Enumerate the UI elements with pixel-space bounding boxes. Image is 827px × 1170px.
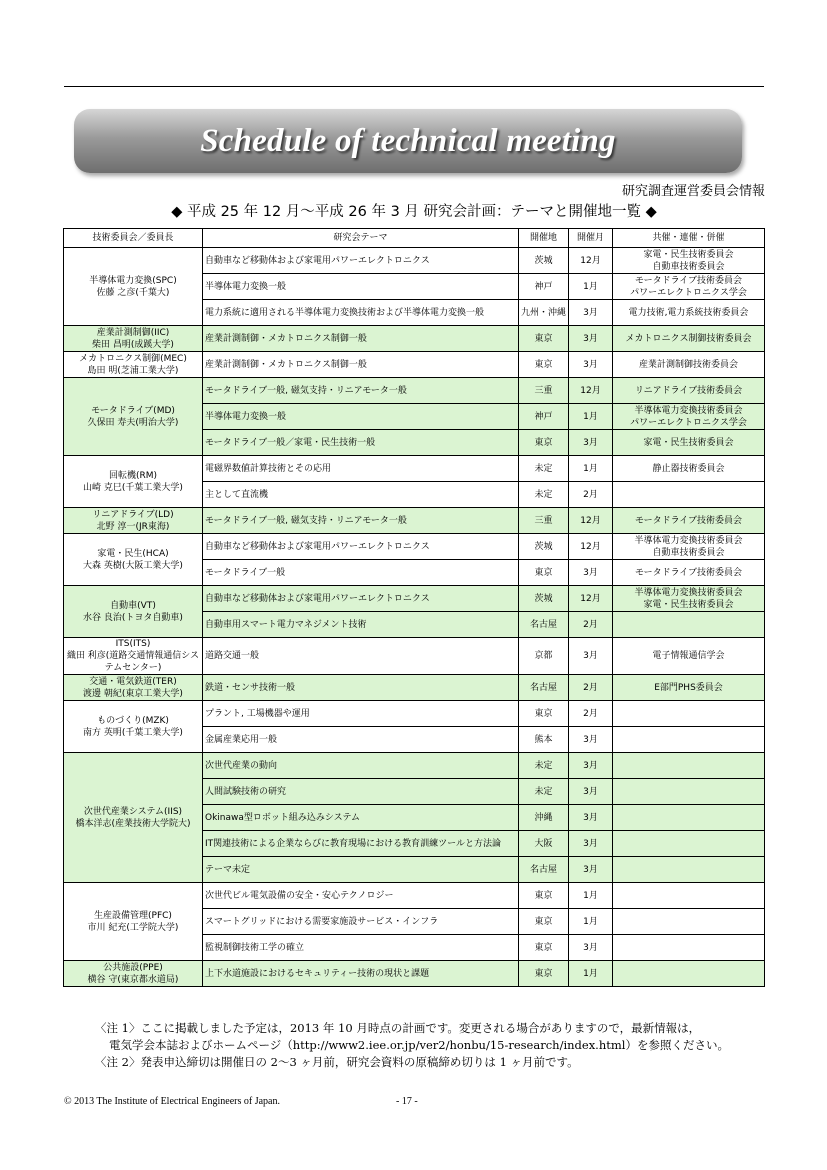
- table-row: [64, 961, 765, 987]
- place-cell: 名古屋: [519, 857, 569, 883]
- place-cell: 名古屋: [519, 612, 569, 638]
- committee-name: 生産設備管理(PFC): [94, 910, 172, 921]
- theme-cell: 次世代ビル電気設備の安全・安心テクノロジー: [203, 883, 519, 909]
- joint-cell: [613, 482, 765, 508]
- committee-chair: 山崎 克巳(千葉工業大学): [83, 482, 183, 493]
- committee-name: 産業計測制御(IIC): [96, 327, 170, 338]
- place-cell: 東京: [519, 701, 569, 727]
- committee-cell: [64, 378, 203, 456]
- joint-cell: 家電・民生技術委員会: [613, 430, 765, 456]
- joint-cell: [613, 727, 765, 753]
- month-cell: 12月: [569, 534, 613, 560]
- theme-cell: 鉄道・センサ技術一般: [203, 675, 519, 701]
- month-cell: 2月: [569, 701, 613, 727]
- month-cell: 1月: [569, 909, 613, 935]
- joint-cell: 産業計測制御技術委員会: [613, 352, 765, 378]
- month-cell: 3月: [569, 753, 613, 779]
- note-1-line-2: 電気学会本誌およびホームページ（http://www2.iee.or.jp/ver2/honbu/15-research/index.html）を参照ください。: [109, 1038, 729, 1052]
- table-row: [64, 586, 765, 612]
- copyright: © 2013 The Institute of Electrical Engineers of Japan.: [64, 1096, 280, 1107]
- committee-chair: 水谷 良治(トヨタ自動車): [83, 612, 183, 623]
- header-joint: 共催・連催・併催: [613, 229, 765, 248]
- theme-cell: テーマ未定: [203, 857, 519, 883]
- theme-cell: Okinawa型ロボット組み込みシステム: [203, 805, 519, 831]
- committee-chair: 渡邊 朝紀(東京工業大学): [83, 688, 183, 699]
- title-banner: [74, 109, 742, 173]
- header-committee: 技術委員会／委員長: [64, 229, 203, 248]
- committee-name: ITS(ITS): [115, 639, 151, 649]
- committee-name: ものづくり(MZK): [97, 715, 169, 726]
- committee-cell: [64, 638, 203, 675]
- place-cell: 三重: [519, 378, 569, 404]
- joint-cell: [613, 961, 765, 987]
- committee-name: メカトロニクス制御(MEC): [79, 353, 187, 364]
- header-theme: 研究会テーマ: [203, 229, 519, 248]
- committee-chair: 北野 淳一(JR東海): [96, 521, 170, 532]
- place-cell: 東京: [519, 560, 569, 586]
- theme-cell: 金属産業応用一般: [203, 727, 519, 753]
- table-row: [64, 675, 765, 701]
- committee-cell: [64, 248, 203, 326]
- joint-cell: 半導体電力変換技術委員会 家電・民生技術委員会: [613, 586, 765, 612]
- page-number: - 17 -: [396, 1096, 418, 1107]
- place-cell: 名古屋: [519, 675, 569, 701]
- place-cell: 東京: [519, 352, 569, 378]
- month-cell: 3月: [569, 727, 613, 753]
- joint-cell: [613, 779, 765, 805]
- committee-chair: 南方 英明(千葉工業大学): [83, 727, 183, 738]
- committee-name: 半導体電力変換(SPC): [89, 275, 177, 286]
- place-cell: 東京: [519, 326, 569, 352]
- joint-cell: [613, 831, 765, 857]
- theme-cell: 電力系統に適用される半導体電力変換技術および半導体電力変換一般: [203, 300, 519, 326]
- joint-cell: [613, 935, 765, 961]
- theme-cell: IT関連技術による企業ならびに教育現場における教育訓練ツールと方法論: [203, 831, 519, 857]
- month-cell: 3月: [569, 352, 613, 378]
- committee-cell: [64, 586, 203, 638]
- month-cell: 3月: [569, 935, 613, 961]
- banner-title: Schedule of technical meeting: [200, 122, 616, 159]
- month-cell: 12月: [569, 248, 613, 274]
- month-cell: 3月: [569, 638, 613, 675]
- joint-cell: [613, 857, 765, 883]
- committee-chair: 橋本洋志(産業技術大学院大): [75, 818, 191, 829]
- table-row: [64, 378, 765, 404]
- place-cell: 東京: [519, 935, 569, 961]
- joint-cell: [613, 805, 765, 831]
- joint-cell: リニアドライブ技術委員会: [613, 378, 765, 404]
- committee-name: 回転機(RM): [108, 470, 158, 481]
- theme-cell: スマートグリッドにおける需要家施設サービス・インフラ: [203, 909, 519, 935]
- committee-cell: [64, 675, 203, 701]
- committee-name: 家電・民生(HCA): [97, 548, 169, 559]
- table-row: [64, 534, 765, 560]
- committee-cell: [64, 883, 203, 961]
- table-row: [64, 352, 765, 378]
- committee-cell: [64, 701, 203, 753]
- month-cell: 3月: [569, 300, 613, 326]
- header-place: 開催地: [519, 229, 569, 248]
- joint-cell: 半導体電力変換技術委員会 自動車技術委員会: [613, 534, 765, 560]
- theme-cell: 自動車など移動体および家電用パワーエレクトロニクス: [203, 534, 519, 560]
- month-cell: 2月: [569, 612, 613, 638]
- theme-cell: 人間試験技術の研究: [203, 779, 519, 805]
- joint-cell: 静止器技術委員会: [613, 456, 765, 482]
- theme-cell: 上下水道施設におけるセキュリティー技術の現状と課題: [203, 961, 519, 987]
- joint-cell: E部門PHS委員会: [613, 675, 765, 701]
- theme-cell: モータドライブ一般: [203, 560, 519, 586]
- place-cell: 茨城: [519, 248, 569, 274]
- committee-name: リニアドライブ(LD): [92, 509, 174, 520]
- joint-cell: [613, 612, 765, 638]
- joint-cell: モータドライブ技術委員会 パワーエレクトロニクス学会: [613, 274, 765, 300]
- committee-name: 次世代産業システム(IIS): [83, 806, 183, 817]
- joint-cell: [613, 909, 765, 935]
- place-cell: 未定: [519, 456, 569, 482]
- theme-cell: 監視制御技術工学の確立: [203, 935, 519, 961]
- place-cell: 東京: [519, 961, 569, 987]
- joint-cell: モータドライブ技術委員会: [613, 560, 765, 586]
- place-cell: 未定: [519, 779, 569, 805]
- joint-cell: [613, 701, 765, 727]
- theme-cell: 電磁界数値計算技術とその応用: [203, 456, 519, 482]
- theme-cell: モータドライブ一般, 磁気支持・リニアモータ一般: [203, 508, 519, 534]
- month-cell: 3月: [569, 326, 613, 352]
- month-cell: 1月: [569, 883, 613, 909]
- committee-cell: [64, 961, 203, 987]
- month-cell: 12月: [569, 508, 613, 534]
- table-header-row: [64, 229, 765, 248]
- table-row: [64, 638, 765, 675]
- table-row: [64, 248, 765, 274]
- committee-chair: 市川 紀充(工学院大学): [87, 922, 179, 933]
- theme-cell: 産業計測制御・メカトロニクス制御一般: [203, 326, 519, 352]
- month-cell: 3月: [569, 831, 613, 857]
- month-cell: 12月: [569, 586, 613, 612]
- place-cell: 東京: [519, 883, 569, 909]
- place-cell: 未定: [519, 753, 569, 779]
- joint-cell: メカトロニクス制御技術委員会: [613, 326, 765, 352]
- committee-chair: 島田 明(芝浦工業大学): [87, 365, 179, 376]
- theme-cell: モータドライブ一般／家電・民生技術一般: [203, 430, 519, 456]
- table-row: [64, 883, 765, 909]
- header-month: 開催月: [569, 229, 613, 248]
- month-cell: 3月: [569, 430, 613, 456]
- month-cell: 1月: [569, 274, 613, 300]
- schedule-body: [64, 248, 765, 987]
- joint-cell: [613, 883, 765, 909]
- subtitle: ◆ 平成 25 年 12 月〜平成 26 年 3 月 研究会計画：テーマと開催地一覧 ◆: [171, 204, 657, 220]
- place-cell: 神戸: [519, 404, 569, 430]
- committee-chair: 織田 利彦(道路交通情報通信システムセンター): [66, 651, 200, 673]
- notes: [95, 1020, 775, 1071]
- committee-name: モータドライブ(MD): [91, 405, 175, 416]
- theme-cell: 主として直流機: [203, 482, 519, 508]
- joint-cell: 電子情報通信学会: [613, 638, 765, 675]
- joint-cell: モータドライブ技術委員会: [613, 508, 765, 534]
- place-cell: 九州・沖縄: [519, 300, 569, 326]
- theme-cell: 自動車など移動体および家電用パワーエレクトロニクス: [203, 248, 519, 274]
- note-2: 〈注 2〉発表申込締切は開催日の 2〜3 ヶ月前，研究会資料の原稿締め切りは 1 ヶ月前です。: [95, 1055, 579, 1069]
- joint-cell: 半導体電力変換技術委員会 パワーエレクトロニクス学会: [613, 404, 765, 430]
- theme-cell: モータドライブ一般, 磁気支持・リニアモータ一般: [203, 378, 519, 404]
- committee-cell: [64, 508, 203, 534]
- month-cell: 1月: [569, 456, 613, 482]
- month-cell: 2月: [569, 675, 613, 701]
- note-1-line-1: 〈注 1〉ここに掲載しました予定は，2013 年 10 月時点の計画です。変更される場合がありますので，最新情報は，: [95, 1021, 701, 1035]
- committee-name: 公共施設(PPE): [103, 962, 163, 973]
- committee-cell: [64, 352, 203, 378]
- committee-name: 自動車(VT): [110, 600, 156, 611]
- month-cell: 3月: [569, 779, 613, 805]
- committee-chair: 横谷 守(東京都水道局): [87, 974, 179, 985]
- joint-cell: 家電・民生技術委員会 自動車技術委員会: [613, 248, 765, 274]
- month-cell: 1月: [569, 404, 613, 430]
- table-row: [64, 753, 765, 779]
- table-row: [64, 701, 765, 727]
- committee-chair: 柴田 昌明(成蹊大学): [92, 339, 174, 350]
- committee-chair: 久保田 寿夫(明治大学): [87, 417, 179, 428]
- place-cell: 神戸: [519, 274, 569, 300]
- committee-label: 研究調査運営委員会情報: [621, 184, 765, 199]
- schedule-table: [63, 228, 765, 987]
- place-cell: 京都: [519, 638, 569, 675]
- place-cell: 大阪: [519, 831, 569, 857]
- theme-cell: プラント, 工場機器や運用: [203, 701, 519, 727]
- table-row: [64, 508, 765, 534]
- committee-cell: [64, 534, 203, 586]
- committee-cell: [64, 753, 203, 883]
- place-cell: 茨城: [519, 586, 569, 612]
- theme-cell: 道路交通一般: [203, 638, 519, 675]
- place-cell: 沖縄: [519, 805, 569, 831]
- committee-cell: [64, 456, 203, 508]
- committee-cell: [64, 326, 203, 352]
- joint-cell: 電力技術,電力系統技術委員会: [613, 300, 765, 326]
- month-cell: 12月: [569, 378, 613, 404]
- month-cell: 1月: [569, 961, 613, 987]
- theme-cell: 産業計測制御・メカトロニクス制御一般: [203, 352, 519, 378]
- month-cell: 3月: [569, 560, 613, 586]
- place-cell: 茨城: [519, 534, 569, 560]
- theme-cell: 次世代産業の動向: [203, 753, 519, 779]
- committee-chair: 大森 英樹(大阪工業大学): [83, 560, 183, 571]
- committee-name: 交通・電気鉄道(TER): [89, 676, 177, 687]
- table-row: [64, 456, 765, 482]
- committee-chair: 佐藤 之彦(千葉大): [96, 287, 170, 298]
- theme-cell: 半導体電力変換一般: [203, 274, 519, 300]
- month-cell: 3月: [569, 805, 613, 831]
- place-cell: 東京: [519, 909, 569, 935]
- place-cell: 未定: [519, 482, 569, 508]
- theme-cell: 自動車など移動体および家電用パワーエレクトロニクス: [203, 586, 519, 612]
- joint-cell: [613, 753, 765, 779]
- place-cell: 熊本: [519, 727, 569, 753]
- top-rule: [64, 86, 764, 87]
- month-cell: 2月: [569, 482, 613, 508]
- table-row: [64, 326, 765, 352]
- place-cell: 東京: [519, 430, 569, 456]
- place-cell: 三重: [519, 508, 569, 534]
- theme-cell: 自動車用スマート電力マネジメント技術: [203, 612, 519, 638]
- month-cell: 3月: [569, 857, 613, 883]
- theme-cell: 半導体電力変換一般: [203, 404, 519, 430]
